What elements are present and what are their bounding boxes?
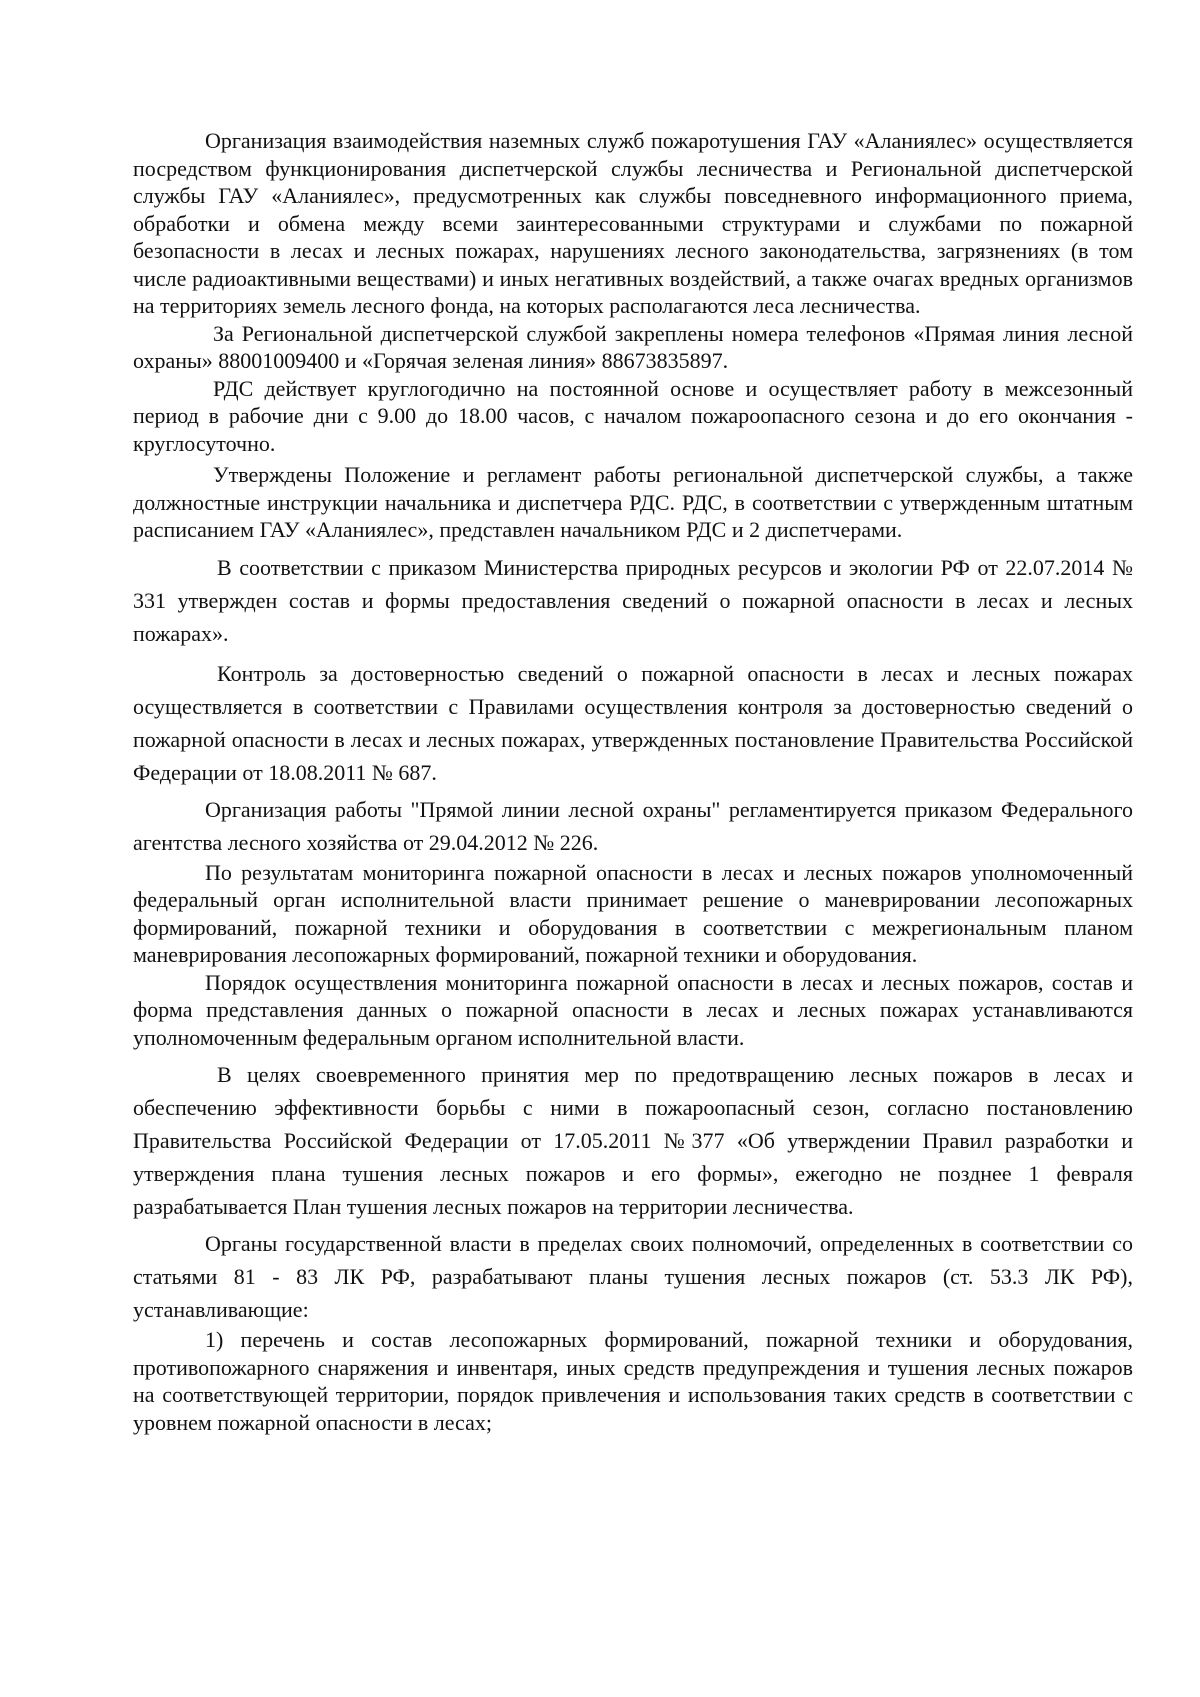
paragraph-ministry-order: В соответствии с приказом Министерства природных ресурсов и экологии РФ от 22.07.2014 № 331 утвержден состав и формы предоставления сведений о пожарной опасности в лесах и лесных пожарах». bbox=[133, 554, 1133, 646]
document-body bbox=[133, 127, 1133, 1436]
paragraph-monitoring-results: По результатам мониторинга пожарной опасности в лесах и лесных пожаров уполномоченный федеральный орган исполнительной власти принимает решение о маневрировании лесопожарных формирований, пожарной техники и оборудования в соответствии с межрегиональным планом маневрирования лесопожарных формирований, пожарной техники и оборудования. bbox=[133, 859, 1133, 967]
paragraph-rds-schedule: РДС действует круглогодично на постоянной основе и осуществляет работу в межсезонный период в рабочие дни с 9.00 до 18.00 часов, с началом пожароопасного сезона и до его окончания - круглосуточно. bbox=[133, 375, 1133, 456]
paragraph-reliability-control: Контроль за достоверностью сведений о пожарной опасности в лесах и лесных пожарах осуществляется в соответствии с Правилами осуществления контроля за достоверностью сведений о пожарной опасности в лесах и лесных пожарах, утвержденных постановление Правительства Российской Федерации от 18.08.2011 № 687. bbox=[133, 660, 1133, 785]
paragraph-interaction-organization: Организация взаимодействия наземных служб пожаротушения ГАУ «Аланиялес» осуществляется посредством функционирования диспетчерской службы лесничества и Региональной диспетчерской службы ГАУ «Аланиялес», предусмотренных как службы повседневного информационного приема, обработки и обмена между всеми заинтересованными структурами и службами по пожарной безопасности в лесах и лесных пожарах, нарушениях лесного законодательства, загрязнениях (в том числе радиоактивными веществами) и иных негативных воздействий, а также очагах вредных организмов на территориях земель лесного фонда, на которых располагаются леса лесничества. bbox=[133, 128, 1133, 318]
list-item-1: 1) перечень и состав лесопожарных формирований, пожарной техники и оборудования, противопожарного снаряжения и инвентаря, иных средств предупреждения и тушения лесных пожаров на соответствующей территории, порядок привлечения и использования таких средств в соответствии с уровнем пожарной опасности в лесах; bbox=[133, 1327, 1133, 1435]
paragraph-rds-regulations: Утверждены Положение и регламент работы региональной диспетчерской службы, а также должностные инструкции начальника и диспетчера РДС. РДС, в соответствии с утвержденным штатным расписанием ГАУ «Аланиялес», представлен начальником РДС и 2 диспетчерами. bbox=[133, 462, 1133, 542]
paragraph-state-authorities: Органы государственной власти в пределах своих полномочий, определенных в соответствии со статьями 81 - 83 ЛК РФ, разрабатывают планы тушения лесных пожаров (ст. 53.3 ЛК РФ), устанавливающие: bbox=[133, 1231, 1133, 1322]
paragraph-monitoring-procedure: Порядок осуществления мониторинга пожарной опасности в лесах и лесных пожаров, состав и форма представления данных о пожарной опасности в лесах и лесных пожарах устанавливаются уполномоченным федеральным органом исполнительной власти. bbox=[133, 969, 1133, 1050]
paragraph-extinguishing-plan: В целях своевременного принятия мер по предотвращению лесных пожаров в лесах и обеспечению эффективности борьбы с ними в пожароопасный сезон, согласно постановлению Правительства Российской Федерации от 17.05.2011 №377 «Об утверждении Правил разработки и утверждения плана тушения лесных пожаров и его формы», ежегодно не позднее 1 февраля разрабатывается План тушения лесных пожаров на территории лесничества. bbox=[133, 1062, 1133, 1219]
paragraph-hotline-numbers: За Региональной диспетчерской службой закреплены номера телефонов «Прямая линия лесной охраны» 88001009400 и «Горячая зеленая линия» 88673835897. bbox=[133, 320, 1133, 373]
paragraph-hotline-organization: Организация работы "Прямой линии лесной охраны" регламентируется приказом Федерального агентства лесного хозяйства от 29.04.2012 № 226. bbox=[133, 796, 1133, 855]
